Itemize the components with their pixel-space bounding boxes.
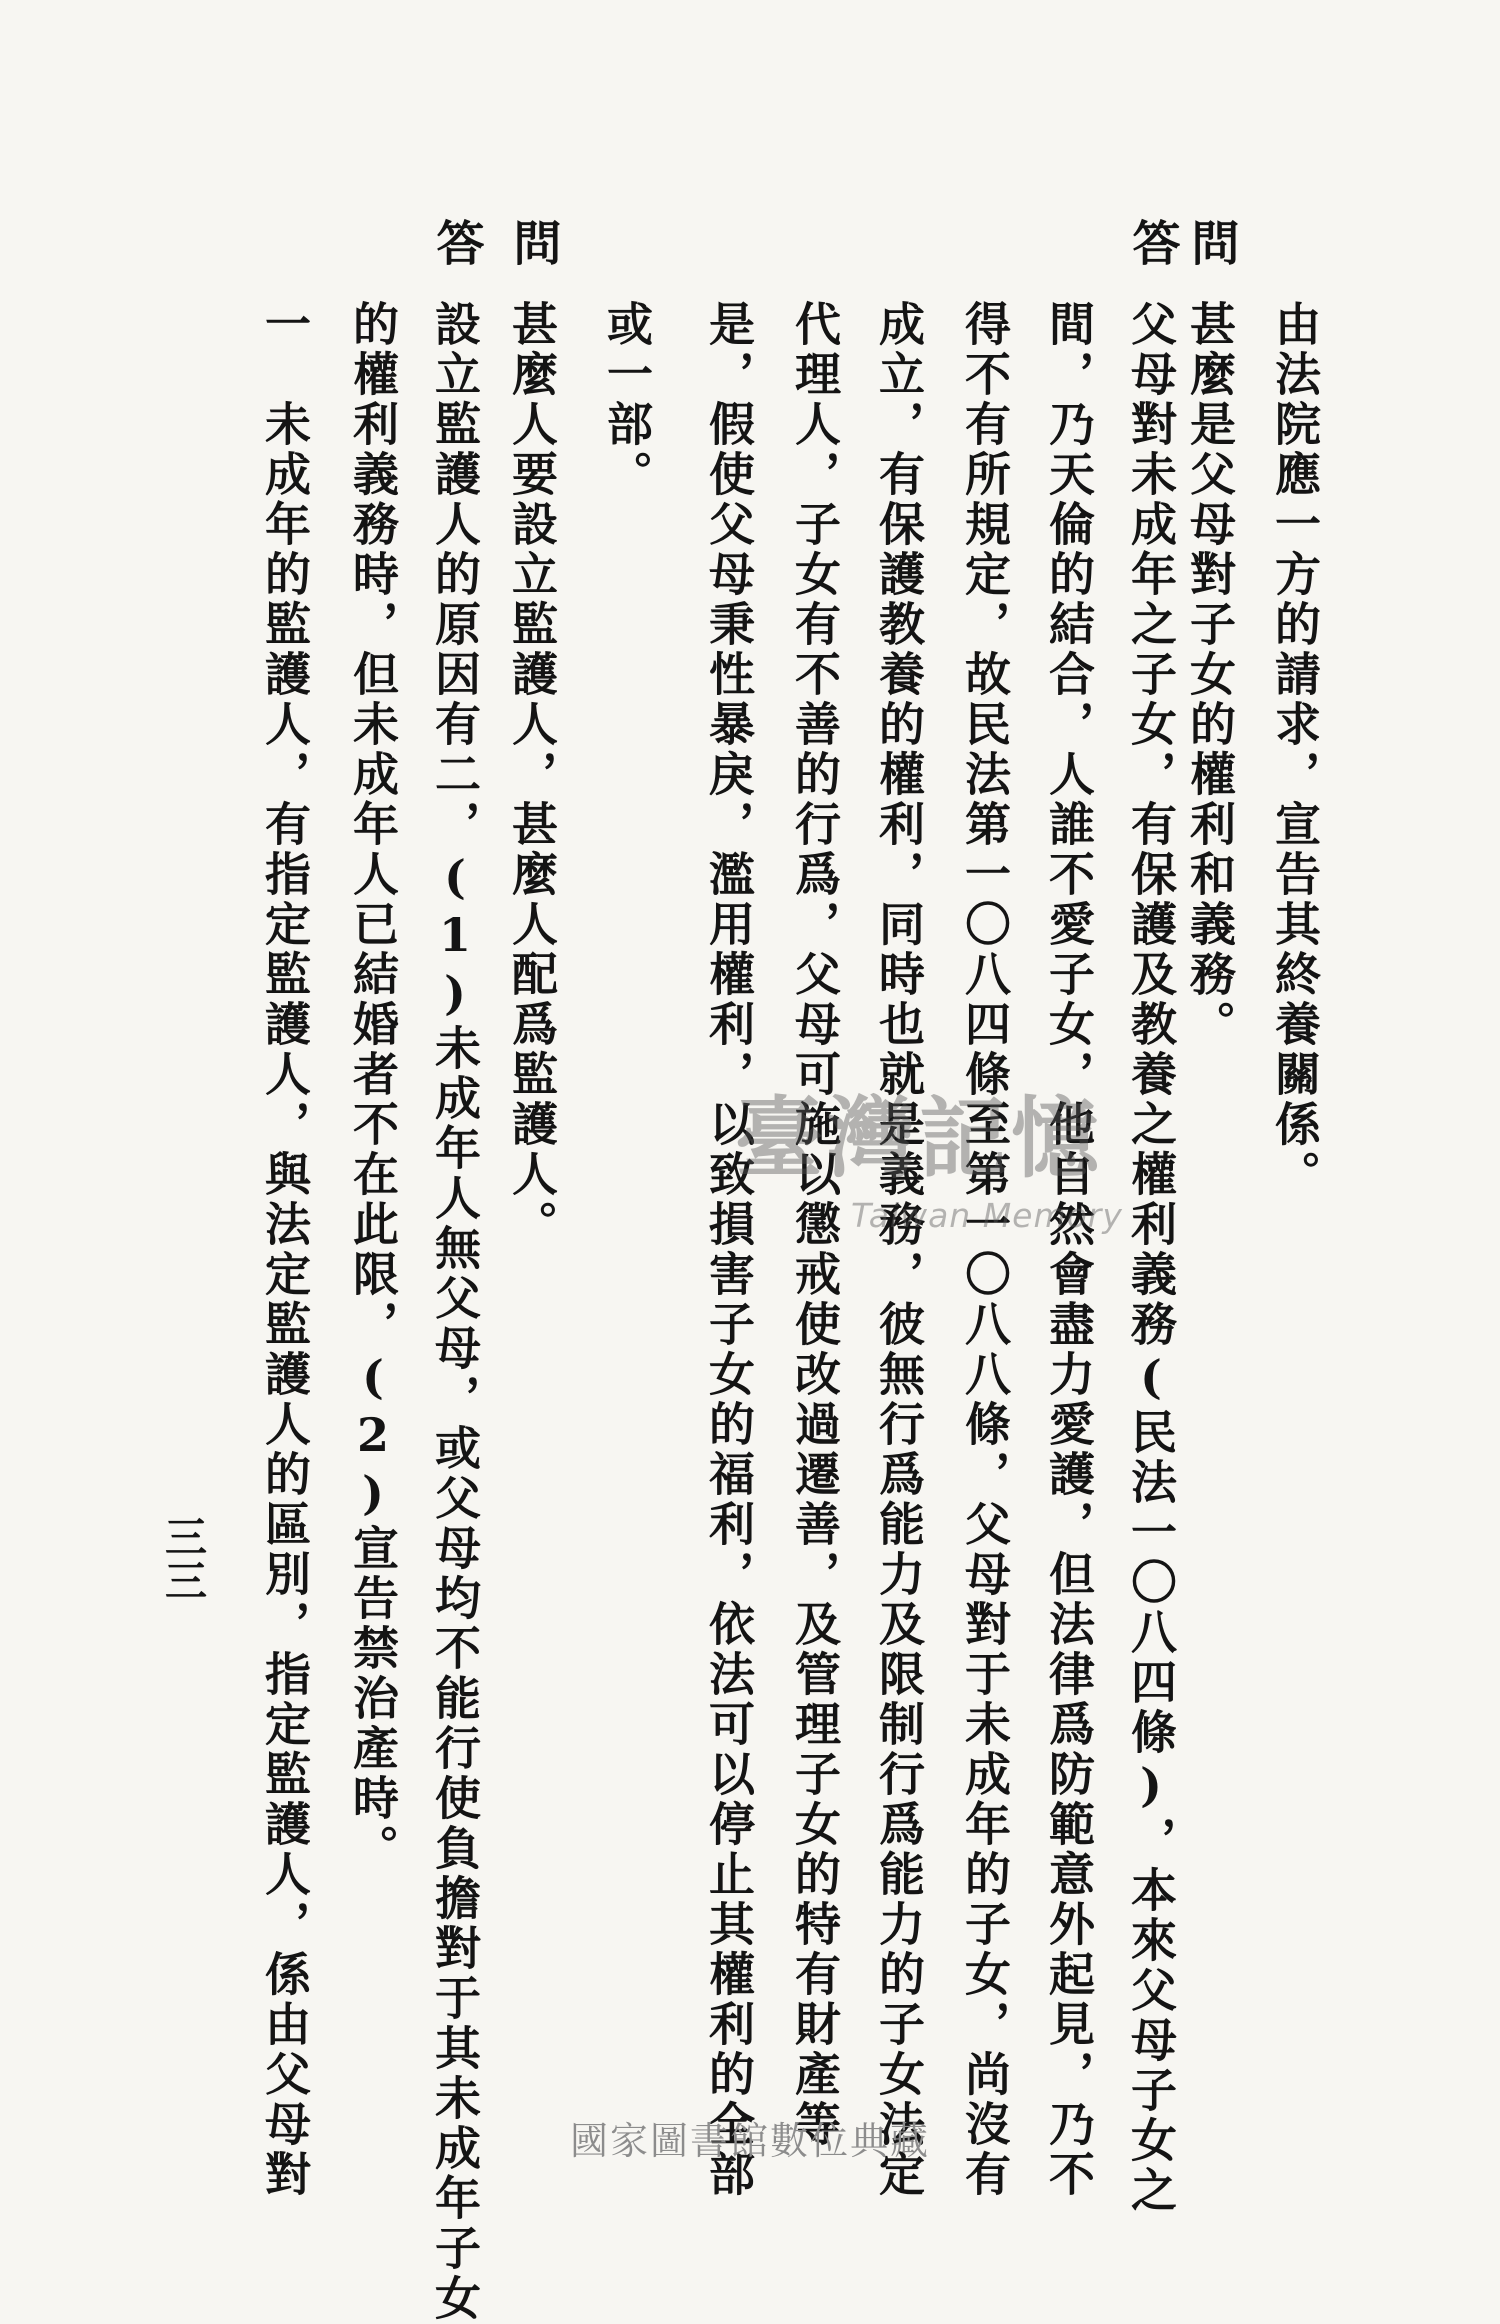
text-column: 設立監護人的原因有二，(1)未成年人無父母，或父母均不能行使負擔對于其未成年子女 [428, 300, 482, 2324]
text-column: 間，乃天倫的結合，人誰不愛子女，他自然會盡力愛護，但法律爲防範意外起見，乃不 [1042, 300, 1096, 2200]
question-label: 問 [1183, 218, 1239, 286]
text-column: 或一部。 [600, 300, 654, 500]
text-column: 甚麼是父母對子女的權利和義務。 [1183, 300, 1237, 1050]
answer-label: 答 [428, 218, 484, 286]
text-column: 代理人，子女有不善的行爲，父母可施以懲戒使改過遷善，及管理子女的特有財產等 [788, 300, 842, 2150]
text-column: 由法院應一方的請求，宣告其終養關係。 [1268, 300, 1322, 1200]
text-column: 的權利義務時，但未成年人已結婚者不在此限，(2)宣告禁治產時。 [346, 300, 400, 1874]
text-column: 一 未成年的監護人，有指定監護人，與法定監護人的區別，指定監護人，係由父母對 [258, 300, 312, 2200]
footer-caption: 國家圖書館數位典藏 [569, 2119, 930, 2163]
text-column: 父母對未成年之子女，有保護及教養之權利義務(民法一〇八四條)，本來父母子女之 [1124, 300, 1178, 2216]
watermark-subtitle: Taiwan Memory [851, 1196, 1123, 1235]
question-label: 問 [505, 218, 561, 286]
text-column: 得不有所規定，故民法第一〇八四條至第一〇八八條，父母對于未成年的子女，尚沒有 [958, 300, 1012, 2200]
page-number: 三三 [159, 1515, 208, 1603]
text-column: 甚麼人要設立監護人，甚麼人配爲監護人。 [505, 300, 559, 1250]
text-column: 是，假使父母秉性暴戾，濫用權利，以致損害子女的福利，依法可以停止其權利的全部 [702, 300, 756, 2200]
watermark-title: 臺灣記憶 [735, 1087, 1104, 1190]
answer-label: 答 [1124, 218, 1180, 286]
text-column: 成立，有保護教養的權利，同時也就是義務，彼無行爲能力及限制行爲能力的子女法定 [872, 300, 926, 2200]
